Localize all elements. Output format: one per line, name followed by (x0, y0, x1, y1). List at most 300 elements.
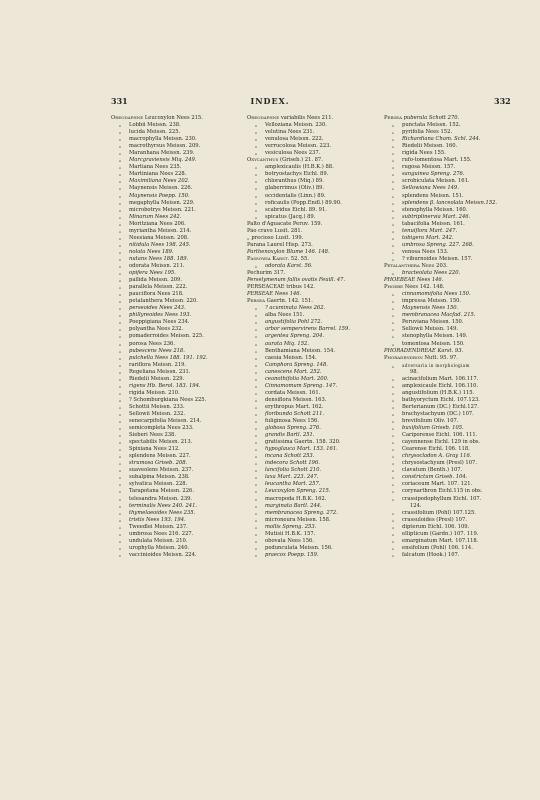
index-entry (111, 390, 243, 397)
entry-text: polyantha Nees 232. (129, 326, 184, 333)
ditto-mark: „ (391, 129, 395, 136)
entry-text: undulata Meissn. 210. (129, 537, 188, 544)
entry-text: brachystachyum (DC.) 107. (402, 410, 474, 417)
ditto-mark: „ (391, 340, 395, 347)
entry-text: fuliginosa Nees 156. (265, 418, 319, 425)
ditto-mark: „ (254, 129, 258, 136)
index-entry (384, 348, 534, 355)
ditto-mark: „ (118, 446, 122, 453)
ditto-mark: „ (118, 199, 122, 206)
index-entry (111, 453, 243, 460)
index-entry (111, 115, 243, 122)
ditto-mark: „ (391, 270, 395, 277)
index-entry (384, 291, 534, 298)
ditto-mark: „ (254, 396, 258, 403)
entry-text: grandis Bartl. 251. (265, 432, 315, 439)
entry-text: Peruviana Meissn. 150. (402, 319, 464, 326)
ditto-mark: „ (118, 248, 122, 255)
ditto-mark: „ (118, 537, 122, 544)
index-entry (247, 122, 375, 129)
index-entry (384, 545, 534, 552)
entry-text: argentea Spreng. 204. (265, 333, 325, 340)
entry-text: megaphylla Meissn. 229. (129, 199, 195, 206)
index-entry (247, 150, 375, 157)
ditto-mark: „ (118, 255, 122, 262)
entry-text: ceanothifolia Mart. 200. (265, 375, 329, 382)
entry-text: canescens Mart. 252. (265, 368, 322, 375)
entry-text: Tweedlei Meissn. 237. (129, 523, 188, 530)
ditto-mark: „ (254, 495, 258, 502)
ditto-mark: „ (254, 375, 258, 382)
entry-text: venulosa Meissn. 222. (265, 136, 324, 143)
ditto-mark: „ (254, 136, 258, 143)
ditto-mark: „ (118, 453, 122, 460)
index-entry (247, 432, 375, 439)
ditto-mark: „ (118, 305, 122, 312)
index-entry (384, 538, 534, 545)
entry-text: roficaulis (Popp.Endl.) 89.90. (265, 199, 342, 206)
ditto-mark: „ (254, 481, 258, 488)
index-entry (247, 425, 375, 432)
entry-text: incana Schott 253. (265, 453, 315, 460)
entry-text: vesiculosa Nees 237. (265, 150, 321, 157)
entry-text: impressa Meissn. 150. (402, 298, 462, 305)
entry-text: gratissima Gaertn. 158. 320. (265, 439, 341, 446)
entry-text: rigida Meissn. 210. (129, 389, 180, 396)
ditto-mark: „ (118, 178, 122, 185)
index-entry (247, 467, 375, 474)
entry-text: lucida Meissn. 225. (129, 129, 181, 136)
ditto-mark: „ (118, 157, 122, 164)
index-entry (247, 319, 375, 326)
index-entry (111, 404, 243, 411)
ditto-mark: „ (391, 530, 395, 537)
ditto-mark: „ (254, 326, 258, 333)
index-entry (247, 474, 375, 481)
index-entry (111, 207, 243, 214)
entry-text: rugosa Meissn. 157. (402, 164, 456, 171)
entry-text: umbrosa Spreng. 227. 268. (402, 241, 474, 248)
entry-text: acinacifolium Mart. 106.117. (402, 375, 479, 382)
ditto-mark: „ (391, 192, 395, 199)
entry-text: falcatum (Hook.) 107. (402, 551, 460, 558)
entry-text: Benthamiana Meissn. 154. (265, 347, 336, 354)
index-entry (111, 221, 243, 228)
ditto-mark: „ (118, 361, 122, 368)
ditto-mark: „ (391, 389, 395, 396)
index-column-3 (384, 115, 534, 559)
entry-text: alba Nees 151. (265, 312, 305, 319)
ditto-mark: „ (391, 185, 395, 192)
index-entry (384, 439, 534, 446)
index-entry (247, 446, 375, 453)
index-entry (384, 376, 534, 383)
entry-text: adversaria in morphologiam (402, 362, 470, 368)
entry-text: odorata Karst. 56. (265, 262, 313, 269)
entry-text: PERSEAE Nees 146. (247, 291, 302, 298)
index-entry (384, 284, 534, 291)
ditto-mark: „ (118, 206, 122, 213)
entry-text: praecox Poepp. 159. (265, 551, 319, 558)
entry-text: (Griseb.) 21. 87. (280, 157, 323, 164)
entry-text: crassuloides (Presl) 107. (402, 516, 467, 523)
index-entry (384, 193, 534, 200)
ditto-mark: „ (391, 488, 395, 495)
ditto-mark: „ (254, 150, 258, 157)
index-entry (111, 376, 243, 383)
index-entry (111, 263, 243, 270)
entry-text: macrophylla Meissn. 230. (129, 136, 197, 143)
index-entry (247, 228, 375, 235)
ditto-mark: „ (391, 439, 395, 446)
entry-text: Regeliana Meissn. 231. (129, 368, 191, 375)
index-entry (111, 193, 243, 200)
index-entry (247, 348, 375, 355)
entry-text: Minarum Nees 242. (129, 213, 182, 220)
index-entry (111, 355, 243, 362)
ditto-mark: „ (254, 488, 258, 495)
ditto-mark: „ (254, 354, 258, 361)
index-entry (111, 418, 243, 425)
ditto-mark: „ (254, 164, 258, 171)
index-entry (111, 524, 243, 531)
entry-text: aurata Miq. 152. (265, 340, 309, 347)
index-entry (247, 390, 375, 397)
index-entry (384, 249, 534, 256)
index-entry (384, 326, 534, 333)
ditto-mark: „ (118, 333, 122, 340)
ditto-mark: „ (254, 403, 258, 410)
index-entry (111, 432, 243, 439)
index-entry (384, 524, 534, 531)
ditto-mark: „ (118, 291, 122, 298)
ditto-mark: „ (254, 171, 258, 178)
ditto-mark: „ (254, 446, 258, 453)
entry-text: pedunculata Meissn. 156. (265, 544, 333, 551)
index-column-2 (247, 115, 375, 559)
entry-text: clavatum (Benth.) 107. (402, 467, 463, 474)
index-entry (384, 319, 534, 326)
entry-text: Cinnamomum Spreng. 147. (265, 382, 338, 389)
ditto-mark: „ (118, 439, 122, 446)
index-entry (111, 517, 243, 524)
index-entry (384, 150, 534, 157)
entry-text: Martiana Nees 235. (129, 164, 182, 171)
index-entry (111, 277, 243, 284)
index-entry (384, 467, 534, 474)
index-entry (111, 488, 243, 495)
ditto-mark: „ (391, 474, 395, 481)
entry-text: telesandra Meissn. 239. (129, 495, 193, 502)
entry-text: velutina Nees 231. (265, 129, 315, 136)
entry-text: Passowia Karst. 52. 55. (247, 255, 309, 262)
index-entry (111, 397, 243, 404)
entry-text: Maynensis Poepp. 150. (129, 192, 190, 199)
ditto-mark: „ (391, 241, 395, 248)
ditto-mark: „ (254, 474, 258, 481)
ditto-mark: „ (254, 382, 258, 389)
entry-text: coriaceum Mart. 107. 121. (402, 481, 473, 488)
index-entry (111, 369, 243, 376)
ditto-mark: „ (391, 206, 395, 213)
entry-text: Schottii Meissn. 233. (129, 403, 185, 410)
ditto-mark: „ (254, 502, 258, 509)
ditto-mark: „ (118, 143, 122, 150)
ditto-mark: „ (391, 305, 395, 312)
entry-text: microneura Meissn. 158. (265, 516, 331, 523)
ditto-mark: „ (118, 418, 122, 425)
ditto-mark: „ (254, 262, 258, 269)
entry-text: Leucoxylon Spreng. 215. (265, 488, 331, 495)
ditto-mark: „ (254, 410, 258, 417)
entry-text: corynarthron Eichl.115 in obs. (402, 488, 483, 495)
entry-text: spicatus (Jacq.) 89. (265, 213, 316, 220)
index-entry (111, 510, 243, 517)
index-entry (111, 171, 243, 178)
genus-name: Persea (247, 298, 265, 305)
index-entry (384, 397, 534, 404)
index-entry (111, 333, 243, 340)
index-entry (247, 453, 375, 460)
index-entry (384, 207, 534, 214)
entry-text: pulchella Nees 188. 191. 192. (129, 354, 208, 361)
entry-text: Marcgraviensis Miq. 249. (129, 157, 197, 164)
entry-text: Velloziana Meissn. 230. (265, 122, 327, 129)
index-entry (111, 474, 243, 481)
index-entry (384, 214, 534, 221)
entry-text: Mutisii H.B.K. 157. (265, 530, 316, 537)
ditto-mark: „ (391, 516, 395, 523)
entry-text: phillyreoides Nees 193. (129, 312, 192, 319)
index-entry (247, 312, 375, 319)
entry-text: nutans Nees 188. 189. (129, 255, 189, 262)
ditto-mark: „ (391, 481, 395, 488)
ditto-mark: „ (391, 453, 395, 460)
entry-text: tabacifolia Meissn. 161. (402, 220, 465, 227)
entry-text: punctata Meissn. 152. (402, 122, 461, 129)
entry-text: emarginatum Mart. 107.118. (402, 537, 479, 544)
index-entry (384, 171, 534, 178)
index-entry (247, 235, 375, 242)
entry-text: globosa Spreng. 276. (265, 425, 321, 432)
entry-text: Maximiliana Nees 202. (129, 178, 190, 185)
ditto-mark: „ (391, 298, 395, 305)
index-entry (111, 383, 243, 390)
entry-text: Gaertn. 142. 151. (266, 298, 313, 305)
entry-text: marginata Bartl. 244. (265, 502, 322, 509)
entry-text: 124. (410, 502, 422, 509)
ditto-mark: „ (254, 425, 258, 432)
entry-text: macropoda H.B.K. 162. (265, 495, 327, 502)
index-entry (247, 207, 375, 214)
index-entry (247, 221, 375, 228)
index-entry (384, 453, 534, 460)
left-page-number: 331 (111, 96, 128, 106)
ditto-mark: „ (118, 495, 122, 502)
index-entry (384, 242, 534, 249)
entry-text: Sellowii Meissn. 232. (129, 410, 186, 417)
index-entry (111, 552, 243, 559)
ditto-mark: „ (118, 150, 122, 157)
ditto-mark: „ (391, 171, 395, 178)
ditto-mark: „ (391, 143, 395, 150)
entry-text: ? Schomburgkiana Nees 225. (129, 396, 207, 403)
entry-text: botryostachys Eichl. 89. (265, 171, 329, 178)
ditto-mark: „ (254, 467, 258, 474)
index-entry (247, 383, 375, 390)
ditto-mark: „ (391, 255, 395, 262)
ditto-mark: „ (391, 523, 395, 530)
ditto-mark: „ (254, 143, 258, 150)
index-entry (384, 235, 534, 242)
ditto-mark: „ (118, 277, 122, 284)
index-entry (111, 185, 243, 192)
entry-text: Parthenoxylon Blume 146. 148. (247, 248, 330, 255)
entry-text: tenuiflora Mart. 247. (402, 227, 458, 234)
entry-text: Maynensis Nees 150. (402, 305, 459, 312)
entry-text: microbotrys Meissn. 221. (129, 206, 196, 213)
index-entry (111, 249, 243, 256)
ditto-mark: „ (118, 164, 122, 171)
index-entry (384, 333, 534, 340)
entry-text: macrothyrsus Meissn. 209. (129, 143, 201, 150)
index-entry (111, 178, 243, 185)
index-entry (384, 411, 534, 418)
index-entry (384, 404, 534, 411)
ditto-mark: „ (118, 234, 122, 241)
index-entry (111, 467, 243, 474)
index-entry (384, 228, 534, 235)
ditto-mark: „ (118, 474, 122, 481)
index-entry (247, 256, 375, 263)
ditto-mark: „ (391, 248, 395, 255)
entry-text: Pechurim 317. (247, 270, 286, 277)
entry-text: nolata Nees 189. (129, 248, 174, 255)
index-entry (111, 256, 243, 263)
ditto-mark: „ (254, 530, 258, 537)
entry-text: stenophylla Meissn. 149. (402, 333, 468, 340)
index-entry (111, 326, 243, 333)
ditto-mark: „ (254, 389, 258, 396)
index-entry (111, 214, 243, 221)
index-entry (111, 312, 243, 319)
index-entry (384, 425, 534, 432)
index-entry (384, 446, 534, 453)
ditto-mark: „ (391, 544, 395, 551)
index-entry (247, 404, 375, 411)
entry-text: spectabilis Meissn. 213. (129, 439, 193, 446)
ditto-mark: „ (254, 340, 258, 347)
index-entry (384, 432, 534, 439)
index-entry (384, 305, 534, 312)
ditto-mark: „ (254, 368, 258, 375)
entry-text: Riedelii Meissn. 229. (129, 375, 185, 382)
index-entry (111, 503, 243, 510)
ditto-mark: „ (254, 516, 258, 523)
genus-name: Persea (384, 115, 402, 121)
ditto-mark: „ (254, 192, 258, 199)
entry-text: mollis Spreng. 253. (265, 523, 317, 530)
ditto-mark: „ (391, 467, 395, 474)
ditto-mark: „ (118, 523, 122, 530)
ditto-mark: „ (118, 284, 122, 291)
index-entry (384, 263, 534, 270)
entry-text: angustifolium (H.B.K.) 115. (402, 389, 475, 396)
ditto-mark: „ (254, 333, 258, 340)
ditto-mark: „ (254, 178, 258, 185)
ditto-mark: „ (254, 460, 258, 467)
index-entry (247, 397, 375, 404)
index-entry (247, 341, 375, 348)
entry-text: Sieberi Nees 238. (129, 432, 177, 439)
ditto-mark: „ (391, 122, 395, 129)
entry-text: tomentosa Meissn. 150. (402, 340, 465, 347)
ditto-mark: „ (254, 418, 258, 425)
genus-name: Oxycanthus (247, 157, 279, 164)
ditto-mark: „ (118, 241, 122, 248)
index-entry (247, 263, 375, 270)
index-entry (247, 326, 375, 333)
ditto-mark: „ (118, 368, 122, 375)
entry-text: crassipodophyllum Eichl. 107. (402, 495, 482, 502)
index-entry (247, 333, 375, 340)
index-entry (111, 122, 243, 129)
index-entry (384, 460, 534, 467)
index-entry (247, 460, 375, 467)
index-entry (384, 531, 534, 538)
ditto-mark: „ (118, 544, 122, 551)
index-entry (247, 369, 375, 376)
ditto-mark: „ (254, 305, 258, 312)
ditto-mark: „ (391, 220, 395, 227)
ditto-mark: „ (254, 347, 258, 354)
genus-name: Oreodaphne (111, 115, 144, 121)
entry-text: Moritziana Nees 206. (129, 220, 186, 227)
ditto-mark: „ (391, 227, 395, 234)
index-entry (384, 312, 534, 319)
index-entry (247, 164, 375, 171)
entry-text: densiflora Meissn. 163. (265, 396, 327, 403)
entry-text: Nutt. 95. 97. (424, 354, 458, 361)
ditto-mark: „ (118, 227, 122, 234)
entry-text: ellipticum (Gardn.) 107. 119. (402, 530, 479, 537)
entry-text: amplexicaulis (H.B.K.) 88. (265, 164, 334, 171)
index-entry (111, 305, 243, 312)
ditto-mark: „ (118, 319, 122, 326)
index-column-1 (111, 115, 243, 559)
entry-text: Spixiana Nees 212. (129, 446, 180, 453)
index-entry (111, 481, 243, 488)
entry-text: membranacea Spreng. 272. (265, 509, 338, 516)
ditto-mark: „ (391, 312, 395, 319)
entry-text: leucantha Mart. 257. (265, 481, 321, 488)
entry-text: chloranthus (Miq.) 89. (265, 178, 324, 185)
ditto-mark: „ (391, 178, 395, 185)
entry-text: Nees 142. 148. (404, 284, 445, 291)
entry-text: floribunda Schott 211. (265, 410, 325, 417)
index-entry (384, 178, 534, 185)
entry-text: rufo-tomentosa Mart. 155. (402, 157, 472, 164)
ditto-mark: „ (118, 262, 122, 269)
ditto-mark: „ (118, 354, 122, 361)
index-entry (247, 157, 375, 164)
entry-text: pallida Meissn. 209. (129, 277, 183, 284)
entry-text: splendens Meissn. 151. (402, 192, 464, 199)
index-entry (384, 256, 534, 263)
entry-text: ensifolium (Pohl) 106. 114. (402, 544, 473, 551)
index-entry (111, 164, 243, 171)
ditto-mark: „ (118, 270, 122, 277)
